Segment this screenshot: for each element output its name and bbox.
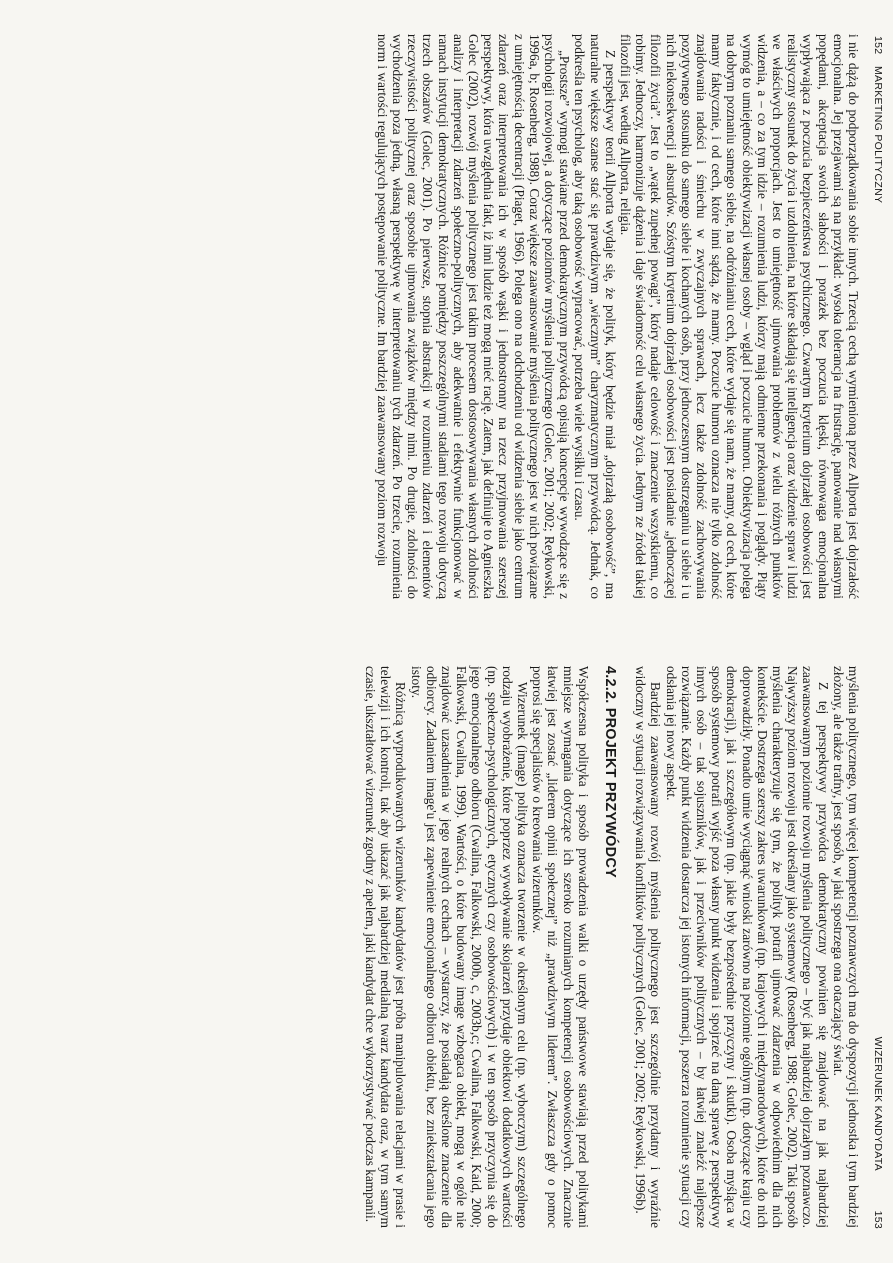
paragraph: Bardziej zaawansowany rozwój myślenia politycznego jest szczególnie przydatny i wyraźnie widoczny w sytuacji rozwiązywania konfliktów politycznych (Golec, 2001; 2002; Reykowski, 1996b).	[633, 666, 664, 1228]
paragraph: Z perspektywy teorii Allporta wydaje się, że polityk, który będzie miał „dojrzałą osobowość”, ma naturalne większe szanse stać się prawdziwym „wiecznym” charyzmatycznym przywódcą. Jednak, co podkreśla ten psycholog, aby taką osobowość wypracować, potrzeba wiele wysiłku i czasu.	[572, 34, 618, 599]
right-page-header	[869, 657, 887, 1229]
left-page-header	[869, 28, 887, 603]
left-page-body	[375, 34, 862, 599]
right-page	[0, 632, 893, 1263]
paragraph: myślenia politycznego, tym więcej kompetencji poznawczych ma do dyspozycji jednostka i tym bardziej złożony, ale także trafny, jest sposób, w jaki spostrzega ona otaczający świat.	[830, 666, 861, 1228]
page-number: 152	[872, 36, 884, 55]
paragraph: „Prostsze” wymogi stawiane przed demokratycznym przywódcą opisują koncepcje wywodzące się z psychologii rozwojowej, a dotyczące poziomów myślenia politycznego (Golec, 2001; 2002; Reykowski, 1996a, b; Rosenberg, 1988). Coraz większe zaawansowanie myślenia politycznego jest w nich powiązane z umiejętnością decentracji (Piaget, 1966). Polega ono na odchodzeniu od widzenia siebie jako centrum zdarzeń oraz interpretowania ich w sposób wąski i jednostronny na rzecz przyjmowania szerszej perspektywy, która uwzględnia fakt, iż inni ludzie też mogą mieć rację. Zatem, jak definiuje to Agnieszka Golec (2002), rozwój myślenia politycznego jest takim procesem dostosowywania własnych zdolności analizy i interpretacji zdarzeń społeczno-politycznych, aby adekwatnie i efektywnie funkcjonować w ramach instytucji demokratycznych. Różnice pomiędzy poszczególnymi stadiami tego rozwoju dotyczą trzech obszarów (Golec, 2001). Po pierwsze, stopnia abstrakcji w rozumieniu zdarzeń i elementów rzeczywistości politycznej oraz sposobie ujmowania związków między nimi. Po drugie, zdolności do wychodzenia poza jedną, własną perspektywę w interpretowaniu tych zdarzeń. Po trzecie, rozumienia norm i wartości regulujących postępowanie polityczne. Im bardziej zaawansowany poziom rozwoju	[374, 34, 573, 599]
running-head: MARKETING POLITYCZNY	[872, 66, 884, 204]
left-page	[0, 0, 893, 631]
section-heading: 4.2.2. PROJEKT PRZYWÓDCY	[601, 666, 618, 878]
paragraph: Współczesna polityka i sposób prowadzenia walki o urzędy państwowe stawiają przed politykami mniejsze wymagania dotyczące ich szeroko rozumianych kompetencji osobowościowych. Znacznie łatwiej jest zostać „liderem opinii społecznej” niż „prawdziwym liderem”. Zwłaszcza gdy o pomoc poprosi się specjalistów o kreowania wizerunków.	[530, 666, 591, 1228]
running-head: WIZERUNEK KANDYDATA	[872, 1036, 884, 1171]
right-page-body	[363, 666, 861, 1228]
paragraph: Z tej perspektywy przywódca demokratyczny powinien się znajdować na jak najbardziej zaawansowanym poziomie rozwoju myślenia politycznego – być jak najbardziej dojrzałym poznawczo. Najwyższy poziom rozwoju jest określany jako systemowy (Rosenberg, 1988; Golec, 2002). Taki sposób myślenia charakteryzuje się tym, że polityk potrafi ujmować zdarzenia w odpowiednim dla nich kontekście. Dostrzega szerszy zakres uwarunkowań (np. krajowych i międzynarodowych), które do nich doprowadziły. Ponadto umie wyciągnąć wnioski zarówno na poziomie ogólnym (np. dotyczące kraju czy demokracji), jak i szczegółowym (np. jakie były bezpośrednie przyczyny i skutki). Osoba myśląca w sposób systemowy potrafi wyjść poza własny punkt widzenia i spojrzeć na daną sprawę z perspektywy innych osób – tak sojuszników, jak i przeciwników politycznych – by łatwiej znaleźć najlepsze rozwiązanie. Każdy punkt widzenia dostarcza jej istotnych informacji, poszerza rozumienie sytuacji czy odsłania jej nowy aspekt.	[663, 666, 831, 1228]
paragraph: Wizerunek (image) polityka oznacza tworzenie w określonym celu (np. wyborczym) szczególnego rodzaju wyobrażenie, które poprzez wywoływanie skojarzeń przydaje obiektowi dodatkowych wartości (np. społeczno-psychologicznych, etycznych czy osobowościowych) i w ten sposób przyczynia się do jego emocjonalnego odbioru (Cwalina, Falkowski, 2000b, c, 2003b,c; Cwalina, Falkowski, Kaid, 2000; Falkowski, Cwalina, 1999). Wartości, o które budowany image wzbogaca obiekt, mogą w ogóle nie znajdować uzasadnienia w jego realnych cechach – wystarczy, że posiadają określone znaczenie dla odbiorcy. Zadaniem image'u jest zapewnienie emocjonalnego odbioru obiektu, bez zniekształcania jego istoty.	[408, 666, 530, 1228]
paragraph: Różnicą wyprodukowanych wizerunków kandydatów jest próba manipulowania relacjami w prasie i telewizji i ich kontroli, tak aby ukazać jak najbardziej medialną twarz kandydata oraz, w tym samym czasie, ukształtować wizerunek zgodny z apelem, jaki kandydat chce wykorzystywać podczas kampanii.	[362, 666, 409, 1228]
page-number: 153	[872, 1210, 884, 1229]
paragraph: i nie dążą do podporządkowania sobie innych. Trzecią cechą wymienioną przez Allporta jest dojrzałość emocjonalna. Jej przejawami są na przykład: wysoka tolerancja na frustrację, panowanie nad własnymi popędami, akceptacja swoich słabości i porażek bez poczucia klęski, równowaga emocjonalna wypływająca z poczucia bezpieczeństwa psychicznego. Czwartym kryterium dojrzałej osobowości jest realistyczny stosunek do życia i uzdolnienia, na które składają się inteligencja oraz widzenie spraw i ludzi we właściwych proporcjach. Jest to umiejętność ujmowania problemów z wielu różnych punktów widzenia, a – co za tym idzie – rozumienia ludzi, którzy mają odmienne przekonania i poglądy. Piąty wymóg to umiejętność obiektywizacji własnej osoby – wgląd i poczucie humoru. Obiektywizacja polega na dobrym poznaniu samego siebie, na odróżnianiu cech, które wydaje się nam, że mamy, od cech, które mamy faktycznie, i od cech, które inni sądzą, że mamy. Poczucie humoru oznacza nie tylko zdolność znajdowania radości i śmiechu w zwyczajnych sprawach, lecz także zdolność zachowywania pozytywnego stosunku do samego siebie i kochanych osób, przy jednoczesnym dostrzeganiu u siebie i u nich niekonsekwencji i absurdów. Szóstym kryterium dojrzałej osobowości jest posiadanie „jednoczącej filozofii życia”. Jest to „wątek zupełnej powagi”, który nadaje celowość i znaczenie wszystkiemu, co robimy. Jednoczy, harmonizuje dążenia i daje świadomość celu własnego życia. Jednym ze źródeł takiej filozofii jest, według Allporta, religia.	[617, 34, 861, 599]
